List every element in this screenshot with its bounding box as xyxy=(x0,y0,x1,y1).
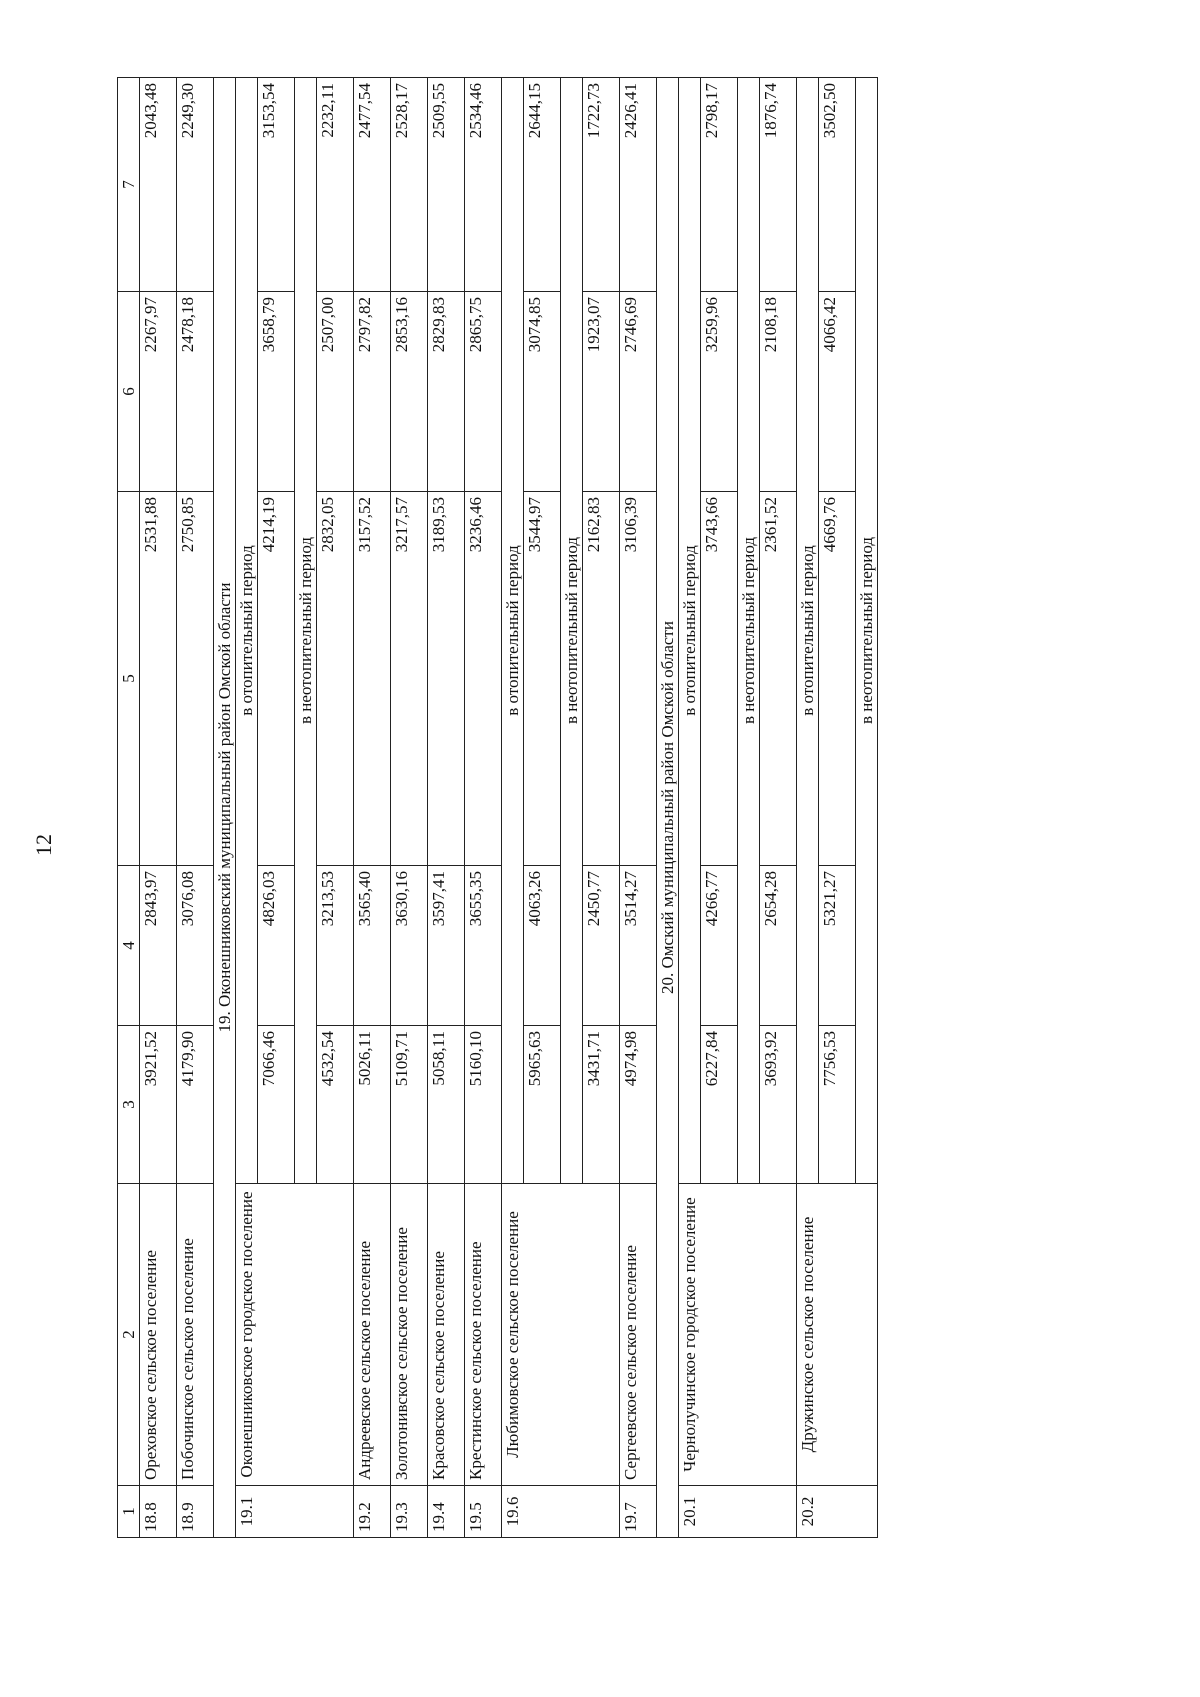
value-cell: 2798,17 xyxy=(701,78,738,292)
value-cell: 2162,83 xyxy=(583,492,620,866)
tariff-table xyxy=(117,77,878,1538)
period-label-heating: в отопительный период xyxy=(236,78,258,1184)
header-cell: 6 xyxy=(118,292,140,492)
row-name: Крестинское сельское поселение xyxy=(465,1184,502,1486)
row-name: Ореховское сельское поселение xyxy=(140,1184,177,1486)
value-cell: 5026,11 xyxy=(354,1026,391,1184)
table-row xyxy=(465,78,502,1538)
row-index: 19.1 xyxy=(236,1486,354,1538)
header-cell: 3 xyxy=(118,1026,140,1184)
value-cell: 4826,03 xyxy=(258,866,295,1026)
row-index: 20.1 xyxy=(679,1486,797,1538)
value-cell: 2450,77 xyxy=(583,866,620,1026)
section-row xyxy=(657,78,679,1538)
value-cell: 2108,18 xyxy=(760,292,797,492)
header-row xyxy=(118,78,140,1538)
value-cell: 5160,10 xyxy=(465,1026,502,1184)
row-name: Андреевское сельское поселение xyxy=(354,1184,391,1486)
value-cell: 3544,97 xyxy=(524,492,561,866)
value-cell: 4066,42 xyxy=(819,292,856,492)
value-cell: 3431,71 xyxy=(583,1026,620,1184)
period-label-heating: в отопительный период xyxy=(679,78,701,1184)
value-cell: 4532,54 xyxy=(317,1026,354,1184)
value-cell: 2507,00 xyxy=(317,292,354,492)
value-cell: 3153,54 xyxy=(258,78,295,292)
value-cell: 3565,40 xyxy=(354,866,391,1026)
page-number: 12 xyxy=(31,834,56,856)
value-cell: 3658,79 xyxy=(258,292,295,492)
row-index: 18.8 xyxy=(140,1486,177,1538)
value-cell: 3157,52 xyxy=(354,492,391,866)
value-cell: 2644,15 xyxy=(524,78,561,292)
value-cell: 3597,41 xyxy=(428,866,465,1026)
value-cell: 2426,41 xyxy=(620,78,657,292)
section-title: 20. Омский муниципальный район Омской области xyxy=(657,78,679,1538)
value-cell: 3743,66 xyxy=(701,492,738,866)
period-row xyxy=(236,78,258,1538)
period-label-non-heating: в неотопительный период xyxy=(561,78,583,1184)
value-cell: 2829,83 xyxy=(428,292,465,492)
table-row xyxy=(428,78,465,1538)
row-index: 20.2 xyxy=(797,1486,878,1538)
value-cell: 2509,55 xyxy=(428,78,465,292)
value-cell: 2232,11 xyxy=(317,78,354,292)
row-index: 18.9 xyxy=(177,1486,214,1538)
value-cell: 6227,84 xyxy=(701,1026,738,1184)
value-cell: 5109,71 xyxy=(391,1026,428,1184)
value-cell: 4179,90 xyxy=(177,1026,214,1184)
table-row xyxy=(620,78,657,1538)
value-cell: 3076,08 xyxy=(177,866,214,1026)
value-cell: 7066,46 xyxy=(258,1026,295,1184)
row-name: Дружинское сельское поселение xyxy=(797,1184,878,1486)
value-cell: 2477,54 xyxy=(354,78,391,292)
value-cell: 1876,74 xyxy=(760,78,797,292)
value-cell: 3074,85 xyxy=(524,292,561,492)
value-cell: 3236,46 xyxy=(465,492,502,866)
value-cell: 3106,39 xyxy=(620,492,657,866)
value-cell: 2249,30 xyxy=(177,78,214,292)
value-cell: 3693,92 xyxy=(760,1026,797,1184)
period-row xyxy=(797,78,819,1538)
value-cell: 2750,85 xyxy=(177,492,214,866)
value-cell: 2843,97 xyxy=(140,866,177,1026)
value-cell: 2478,18 xyxy=(177,292,214,492)
value-cell: 3630,16 xyxy=(391,866,428,1026)
table-row xyxy=(140,78,177,1538)
row-name: Оконешниковское городское поселение xyxy=(236,1184,354,1486)
period-label-non-heating: в неотопительный период xyxy=(738,78,760,1184)
value-cell: 2528,17 xyxy=(391,78,428,292)
value-cell: 3921,52 xyxy=(140,1026,177,1184)
value-cell: 2531,88 xyxy=(140,492,177,866)
value-cell: 4974,98 xyxy=(620,1026,657,1184)
value-cell: 2267,97 xyxy=(140,292,177,492)
row-index: 19.2 xyxy=(354,1486,391,1538)
value-cell: 2043,48 xyxy=(140,78,177,292)
row-name: Побочинское сельское поселение xyxy=(177,1184,214,1486)
value-cell: 2654,28 xyxy=(760,866,797,1026)
row-index: 19.4 xyxy=(428,1486,465,1538)
period-row xyxy=(679,78,701,1538)
row-name: Чернолучинское городское поселение xyxy=(679,1184,797,1486)
value-cell: 1722,73 xyxy=(583,78,620,292)
value-cell: 4214,19 xyxy=(258,492,295,866)
period-label-non-heating: в неотопительный период xyxy=(856,78,878,1184)
header-cell: 4 xyxy=(118,866,140,1026)
value-cell: 3259,96 xyxy=(701,292,738,492)
value-cell: 5321,27 xyxy=(819,866,856,1026)
value-cell: 2797,82 xyxy=(354,292,391,492)
value-cell: 3189,53 xyxy=(428,492,465,866)
header-cell: 1 xyxy=(118,1486,140,1538)
row-name: Красовское сельское поселение xyxy=(428,1184,465,1486)
value-cell: 2865,75 xyxy=(465,292,502,492)
table-row xyxy=(391,78,428,1538)
value-cell: 3514,27 xyxy=(620,866,657,1026)
header-cell: 7 xyxy=(118,78,140,292)
value-cell: 2853,16 xyxy=(391,292,428,492)
period-label-heating: в отопительный период xyxy=(502,78,524,1184)
value-cell: 1923,07 xyxy=(583,292,620,492)
table-row xyxy=(177,78,214,1538)
period-row xyxy=(502,78,524,1538)
header-cell: 2 xyxy=(118,1184,140,1486)
row-index: 19.6 xyxy=(502,1486,620,1538)
row-name: Сергеевское сельское поселение xyxy=(620,1184,657,1486)
row-name: Любимовское сельское поселение xyxy=(502,1184,620,1486)
value-cell: 4669,76 xyxy=(819,492,856,866)
value-cell: 3213,53 xyxy=(317,866,354,1026)
value-cell: 2534,46 xyxy=(465,78,502,292)
row-name: Золотонивское сельское поселение xyxy=(391,1184,428,1486)
value-cell: 2832,05 xyxy=(317,492,354,866)
value-cell: 5058,11 xyxy=(428,1026,465,1184)
value-cell: 3502,50 xyxy=(819,78,856,292)
value-cell: 2361,52 xyxy=(760,492,797,866)
period-label-non-heating: в неотопительный период xyxy=(295,78,317,1184)
row-index: 19.7 xyxy=(620,1486,657,1538)
value-cell: 4266,77 xyxy=(701,866,738,1026)
period-label-heating: в отопительный период xyxy=(797,78,819,1184)
value-cell: 3655,35 xyxy=(465,866,502,1026)
value-cell: 7756,53 xyxy=(819,1026,856,1184)
rotated-table-container xyxy=(117,78,1057,1538)
section-title: 19. Оконешниковский муниципальный район Омской области xyxy=(214,78,236,1538)
header-cell: 5 xyxy=(118,492,140,866)
section-row xyxy=(214,78,236,1538)
table-row xyxy=(354,78,391,1538)
value-cell: 4063,26 xyxy=(524,866,561,1026)
row-index: 19.3 xyxy=(391,1486,428,1538)
value-cell: 5965,63 xyxy=(524,1026,561,1184)
value-cell: 2746,69 xyxy=(620,292,657,492)
row-index: 19.5 xyxy=(465,1486,502,1538)
value-cell: 3217,57 xyxy=(391,492,428,866)
